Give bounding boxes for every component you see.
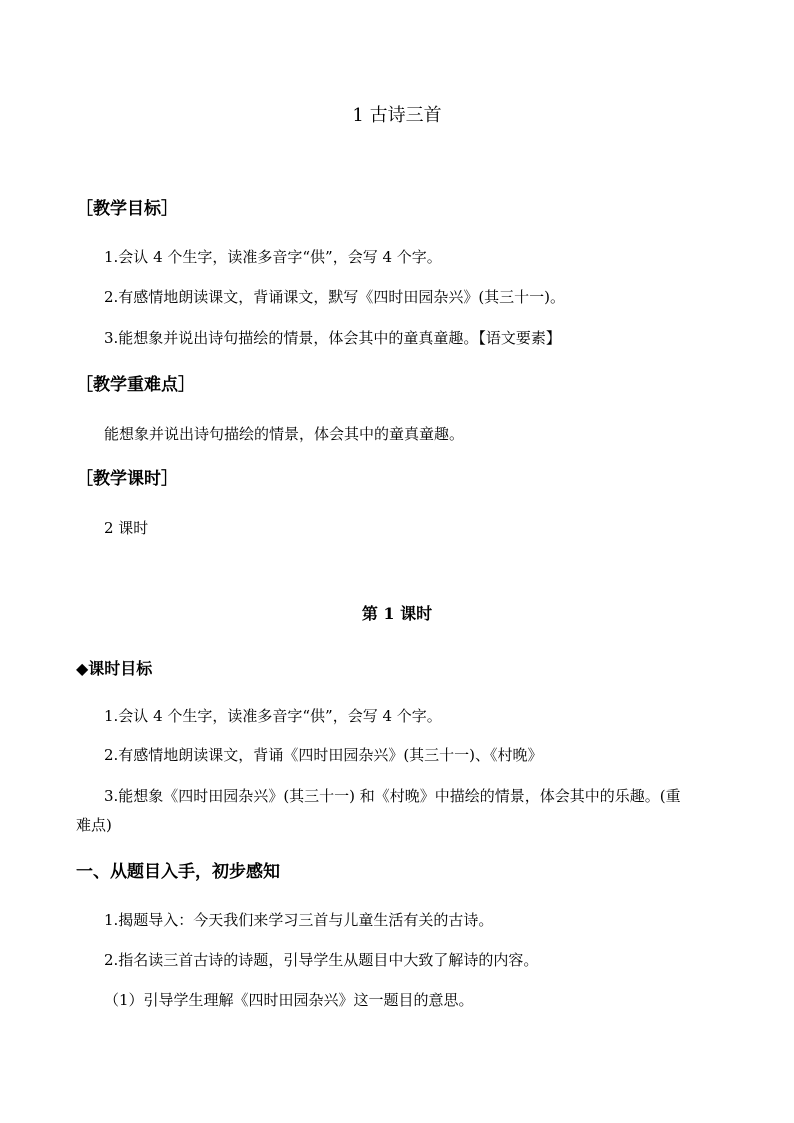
goal-item-2: 2.有感情地朗读课文，背诵课文，默写《四时田园杂兴》(其三十一)。 [104,288,566,306]
key-points-heading: ［教学重难点］ [76,375,195,395]
goal-item-3: 3.能想象并说出诗句描绘的情景，体会其中的童真童趣。【语文要素】 [104,329,561,347]
part-one-item-3: （1）引导学生理解《四时田园杂兴》这一题目的意思。 [104,991,474,1009]
goal-item-1: 1.会认 4 个生字，读准多音字“供”，会写 4 个字。 [104,248,442,266]
lesson-goal-item-1: 1.会认 4 个生字，读准多音字“供”，会写 4 个字。 [104,707,442,725]
periods-heading: ［教学课时］ [76,469,178,489]
lesson-goal-item-3: 3.能想象《四时田园杂兴》(其三十一) 和《村晚》中描绘的情景，体会其中的乐趣。(重 [104,787,681,805]
key-points-text: 能想象并说出诗句描绘的情景，体会其中的童真童趣。 [104,425,465,443]
lesson-goal-item-2: 2.有感情地朗读课文，背诵《四时田园杂兴》(其三十一)、《村晚》 [104,746,543,764]
goals-heading: ［教学目标］ [76,199,178,219]
lesson-goal-item-3-cont: 难点) [76,816,112,834]
part-one-item-1: 1.揭题导入：今天我们来学习三首与儿童生活有关的古诗。 [104,911,494,929]
part-one-item-2: 2.指名读三首古诗的诗题，引导学生从题目中大致了解诗的内容。 [104,951,539,969]
page-title: 1 古诗三首 [352,105,442,126]
part-one-heading: 一、从题目入手，初步感知 [76,862,280,882]
lesson-title: 第 1 课时 [361,604,433,623]
lesson-goals-heading: ◆课时目标 [76,659,153,678]
periods-text: 2 课时 [104,519,149,537]
